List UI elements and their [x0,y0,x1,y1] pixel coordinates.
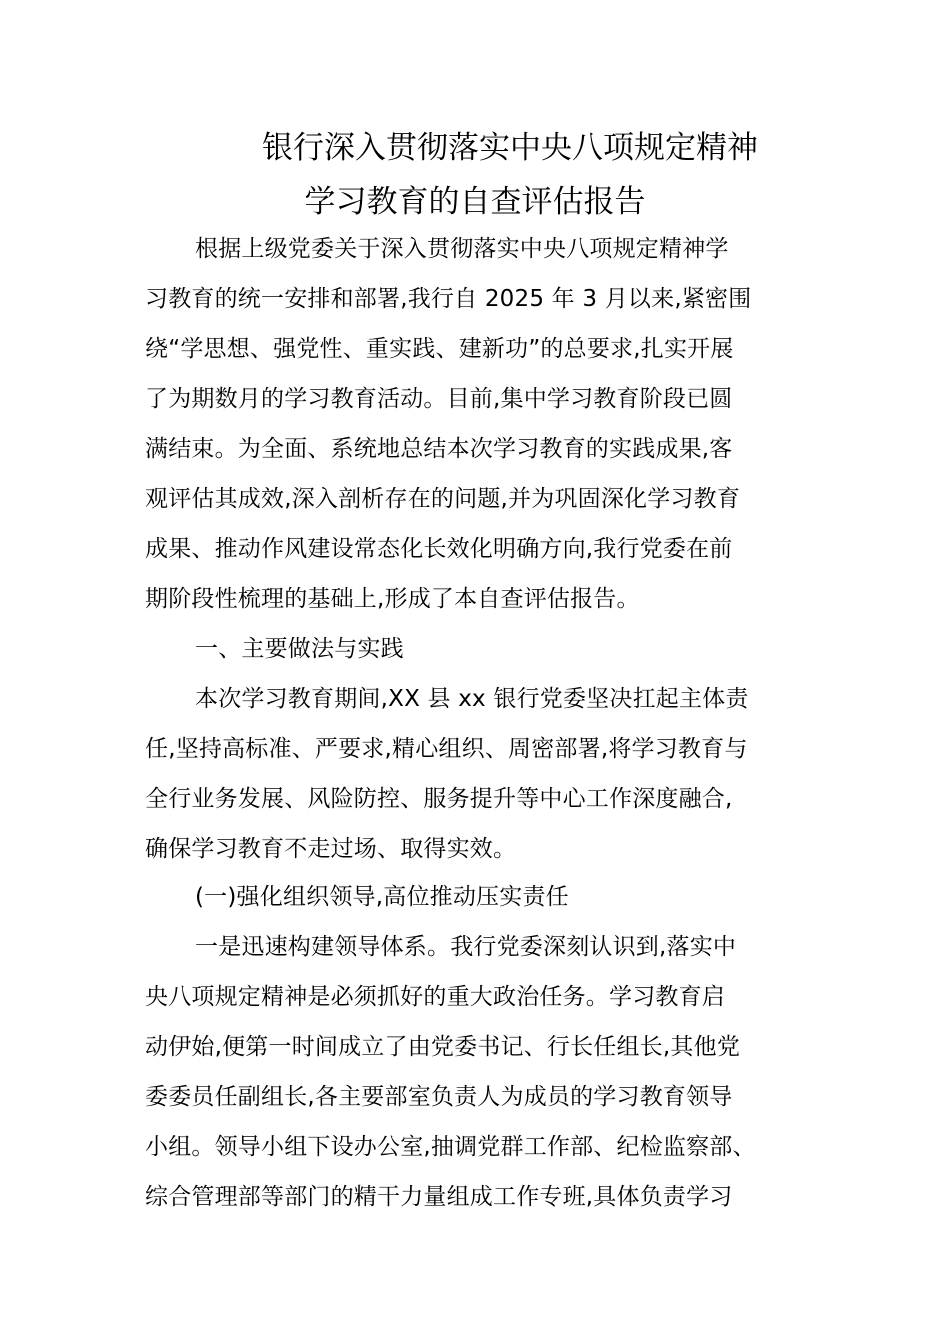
paragraph-line: 满结束。为全面、系统地总结本次学习教育的实践成果,客 [145,436,733,462]
paragraph-line: 一是迅速构建领导体系。我行党委深刻认识到,落实中 [195,934,737,960]
subsection-heading: (一)强化组织领导,高位推动压实责任 [195,884,569,910]
paragraph-line: 期阶段性梳理的基础上,形成了本自查评估报告。 [145,586,640,612]
paragraph-line: 本次学习教育期间,XX 县 xx 银行党委坚决扛起主体责 [195,686,749,712]
paragraph-line: 习教育的统一安排和部署,我行自 2025 年 3 月以来,紧密围 [145,286,752,312]
paragraph-line: 了为期数月的学习教育活动。目前,集中学习教育阶段已圆 [145,386,733,412]
document-title-line-2: 学习教育的自查评估报告 [304,184,646,220]
paragraph-line: 成果、推动作风建设常态化长效化明确方向,我行党委在前 [145,536,733,562]
paragraph-line: 综合管理部等部门的精干力量组成工作专班,具体负责学习 [145,1184,733,1210]
paragraph-line: 全行业务发展、风险防控、服务提升等中心工作深度融合, [145,786,733,812]
paragraph-line: 观评估其成效,深入剖析存在的问题,并为巩固深化学习教育 [145,486,741,512]
document-title-line-1: 银行深入贯彻落实中央八项规定精神 [262,130,758,166]
paragraph-line: 确保学习教育不走过场、取得实效。 [145,836,517,862]
paragraph-line: 任,坚持高标准、严要求,精心组织、周密部署,将学习教育与 [145,736,748,762]
section-heading: 一、主要做法与实践 [195,636,404,662]
paragraph-line: 绕“学思想、强党性、重实践、建新功”的总要求,扎实开展 [145,336,734,362]
paragraph-line: 动伊始,便第一时间成立了由党委书记、行长任组长,其他党 [145,1034,741,1060]
paragraph-line: 委委员任副组长,各主要部室负责人为成员的学习教育领导 [145,1084,733,1110]
paragraph-line: 央八项规定精神是必须抓好的重大政治任务。学习教育启 [145,984,725,1010]
paragraph-line: 根据上级党委关于深入贯彻落实中央八项规定精神学 [195,236,729,262]
paragraph-line: 小组。领导小组下设办公室,抽调党群工作部、纪检监察部、 [145,1134,756,1160]
